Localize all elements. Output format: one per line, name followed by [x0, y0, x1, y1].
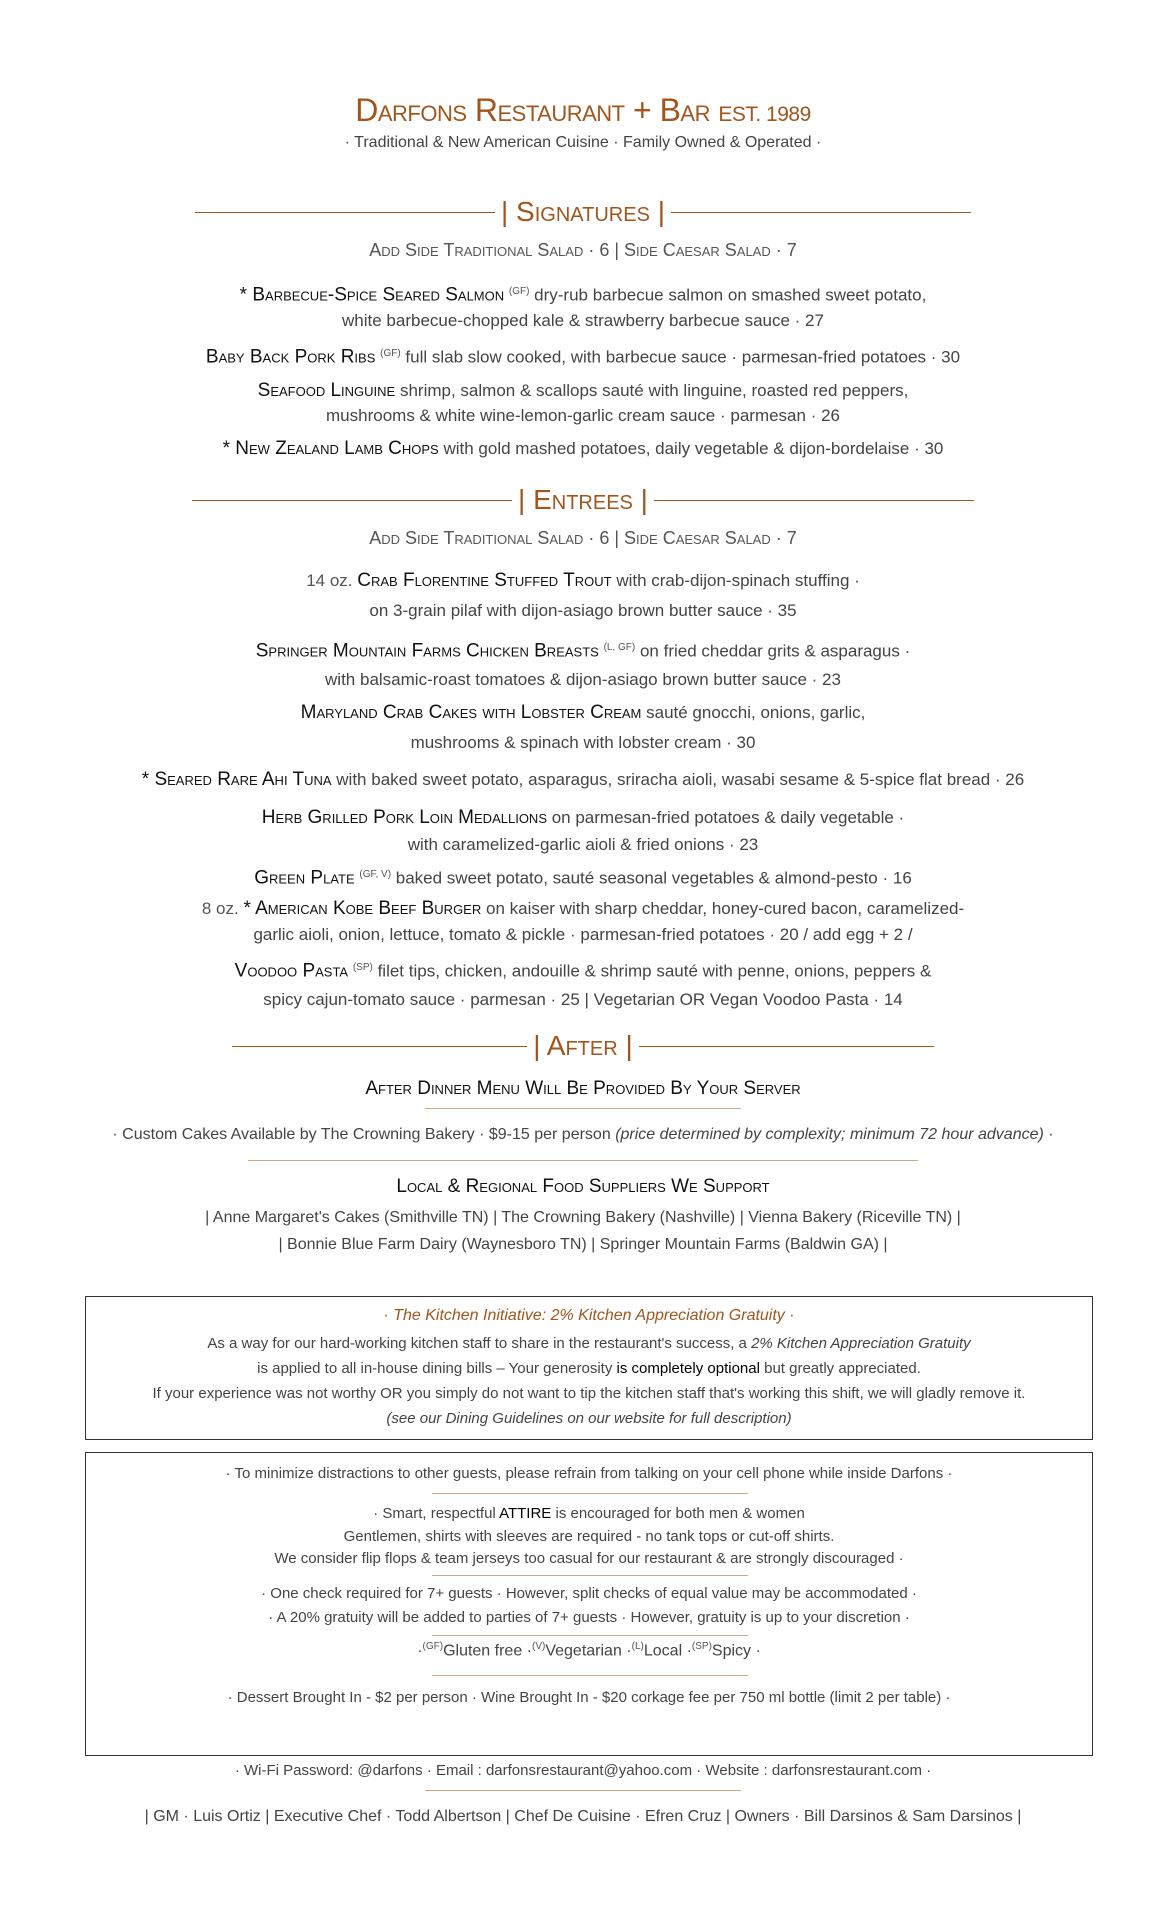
- divider: [432, 1575, 748, 1576]
- kitchen-initiative-title: · The Kitchen Initiative: 2% Kitchen Appreciation Gratuity ·: [383, 1307, 795, 1324]
- attire-policy-shirts: Gentlemen, shirts with sleeves are required - no tank tops or cut-off shirts.: [343, 1528, 835, 1545]
- corkage-policy: · Dessert Brought In - $2 per person · Wine Brought In - $20 corkage fee per 750 ml bottle (limit 2 per table) ·: [227, 1689, 951, 1706]
- kitchen-initiative-box: [85, 1296, 1093, 1440]
- kitchen-initiative-line-3: If your experience was not worthy OR you simply do not want to tip the kitchen staff that's working this shift, we will gladly remove it.: [152, 1385, 1026, 1402]
- kitchen-initiative-line-4: (see our Dining Guidelines on our website for full description): [386, 1410, 792, 1427]
- restaurant-title: [0, 92, 1166, 129]
- restaurant-name: Darfons Restaurant + Bar: [355, 92, 710, 128]
- signature-item-salmon: * Barbecue-Spice Seared Salmon $^{(GF)}$ dry-rub barbecue salmon on smashed sweet potato, white barbecue-chopped kale & strawberry barbecue sauce · 27: [239, 284, 927, 330]
- entree-item-ahi-tuna: * Seared Rare Ahi Tuna with baked sweet potato, asparagus, sriracha aioli, wasabi sesame & 5-spice flat bread · 26: [141, 769, 1025, 790]
- divider: [425, 1790, 741, 1791]
- divider: [425, 1108, 741, 1109]
- entree-item-kobe-burger: 8 oz. * American Kobe Beef Burger on kaiser with sharp cheddar, honey-cured bacon, caramelized- garlic aioli, onion, lettuce, tomato & pickle · parmesan-fried potatoes · 20 / add egg + 2 /: [201, 898, 965, 944]
- dietary-legend: ·$^{(GF)}$Gluten free ·$^{(V)}$Vegetarian ·$^{(L)}$Local ·$^{(SP)}$Spicy ·: [417, 1641, 761, 1660]
- entree-item-green-plate: Green Plate $^{(GF, V)}$ baked sweet potato, sauté seasonal vegetables & almond-pesto · 16: [254, 867, 912, 889]
- attire-policy-casual: We consider flip flops & team jerseys too casual for our restaurant & are strongly discouraged ·: [274, 1550, 904, 1567]
- dining-guidelines-box: [85, 1452, 1093, 1756]
- entrees-side-salad: Add Side Traditional Salad · 6 | Side Caesar Salad · 7: [369, 528, 797, 548]
- signature-item-linguine: Seafood Linguine shrimp, salmon & scallops sauté with linguine, roasted red peppers, mushrooms & white wine-lemon-garlic cream sauce · parmesan · 26: [257, 380, 909, 425]
- suppliers-list: | Anne Margaret's Cakes (Smithville TN) | The Crowning Bakery (Nashville) | Vienna Bakery (Riceville TN) | | Bonnie Blue Farm Dairy (Waynesboro TN) | Springer Mountain Farms (Baldwin GA) |: [205, 1209, 961, 1253]
- staff-credits: | GM · Luis Ortiz | Executive Chef · Todd Albertson | Chef De Cuisine · Efren Cruz | Owners · Bill Darsinos & Sam Darsinos |: [144, 1808, 1022, 1825]
- divider: [432, 1675, 748, 1676]
- cell-phone-policy: · To minimize distractions to other guests, please refrain from talking on your cell phone while inside Darfons ·: [225, 1465, 953, 1482]
- after-dinner-menu-note: After Dinner Menu Will Be Provided By Your Server: [365, 1078, 801, 1099]
- divider: [432, 1493, 748, 1494]
- custom-cakes-line: · Custom Cakes Available by The Crowning Bakery · $9-15 per person (price determined by complexity; minimum 72 hour advance) ·: [112, 1126, 1054, 1143]
- gratuity-policy: · A 20% gratuity will be added to parties of 7+ guests · However, gratuity is up to your discretion ·: [268, 1609, 910, 1626]
- signatures-title: | Signatures |: [501, 196, 665, 227]
- entree-item-chicken: Springer Mountain Farms Chicken Breasts $^{(L, GF)}$ on fried cheddar grits & asparagus · with balsamic-roast tomatoes & dijon-asiago brown butter sauce · 23: [255, 640, 911, 689]
- entree-item-voodoo-pasta: Voodoo Pasta $^{(SP)}$ filet tips, chicken, andouille & shrimp sauté with penne, onions, peppers & spicy cajun-tomato sauce · parmesan · 25 | Vegetarian OR Vegan Voodoo Pasta · 14: [234, 960, 932, 1009]
- after-title: | After |: [533, 1030, 633, 1061]
- suppliers-title: Local & Regional Food Suppliers We Support: [396, 1176, 770, 1197]
- after-heading: [0, 1030, 1166, 1062]
- signatures-side-salad: Add Side Traditional Salad · 6 | Side Caesar Salad · 7: [369, 240, 797, 260]
- entree-item-crab-cakes: Maryland Crab Cakes with Lobster Cream sauté gnocchi, onions, garlic, mushrooms & spinach with lobster cream · 30: [300, 702, 866, 752]
- signature-item-lamb: * New Zealand Lamb Chops with gold mashed potatoes, daily vegetable & dijon-bordelaise · 30: [222, 438, 944, 459]
- entree-item-trout: 14 oz. Crab Florentine Stuffed Trout with crab-dijon-spinach stuffing · on 3-grain pilaf with dijon-asiago brown butter sauce · 35: [306, 570, 860, 620]
- kitchen-initiative-line-2: is applied to all in-house dining bills – Your generosity is completely optional but greatly appreciated.: [257, 1360, 921, 1377]
- entrees-heading: [0, 484, 1166, 516]
- attire-policy: · Smart, respectful ATTIRE is encouraged for both men & women: [373, 1505, 805, 1522]
- established-year: EST. 1989: [718, 103, 811, 126]
- divider: [432, 1635, 748, 1636]
- entree-item-pork-loin: Herb Grilled Pork Loin Medallions on parmesan-fried potatoes & daily vegetable · with caramelized-garlic aioli & fried onions · 23: [261, 807, 905, 854]
- signatures-heading: [0, 196, 1166, 228]
- tagline: · Traditional & New American Cuisine · Family Owned & Operated ·: [344, 134, 822, 151]
- entrees-title: | Entrees |: [518, 484, 648, 515]
- check-policy: · One check required for 7+ guests · However, split checks of equal value may be accommodated ·: [261, 1585, 917, 1602]
- signature-item-ribs: Baby Back Pork Ribs $^{(GF)}$ full slab slow cooked, with barbecue sauce · parmesan-fried potatoes · 30: [205, 346, 961, 368]
- contact-info: · Wi-Fi Password: @darfons · Email : darfonsrestaurant@yahoo.com · Website : darfonsrestaurant.com ·: [234, 1762, 932, 1779]
- divider: [248, 1160, 918, 1161]
- kitchen-initiative-line-1: As a way for our hard-working kitchen staff to share in the restaurant's success, a 2% Kitchen Appreciation Gratuity: [207, 1335, 971, 1352]
